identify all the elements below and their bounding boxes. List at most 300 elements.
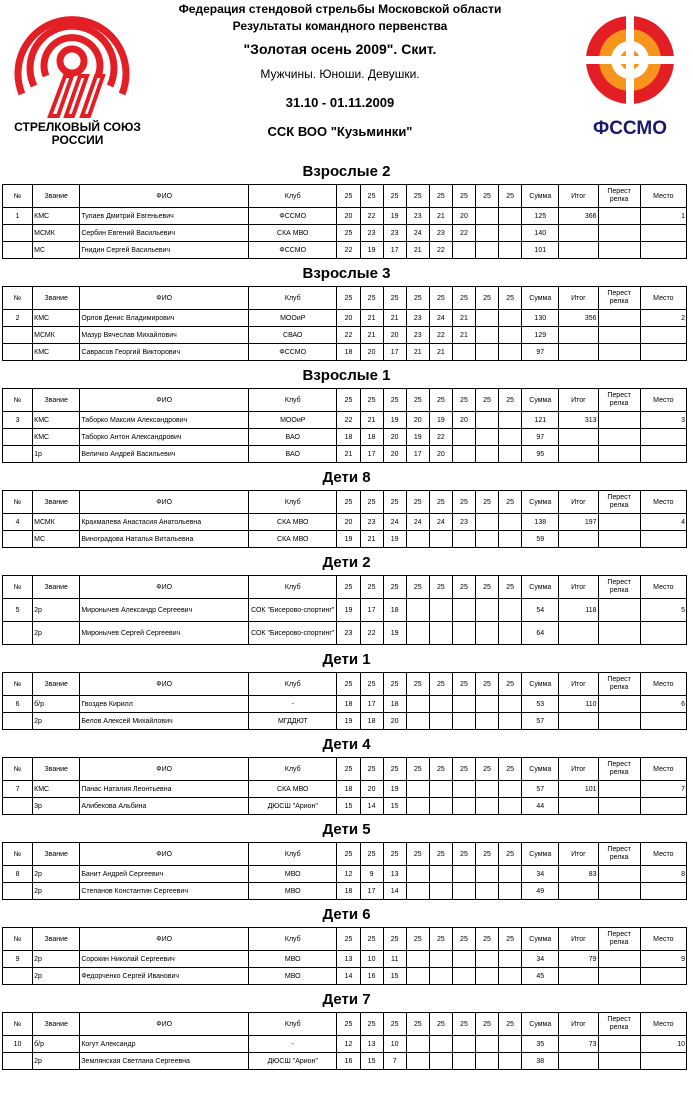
name-cell: Таборко Антон Александрович: [80, 429, 249, 446]
name-cell: Мазур Вячеслав Михайлович: [80, 327, 249, 344]
name-cell: Степанов Константин Сергеевич: [80, 883, 249, 900]
series-score-cell: 22: [429, 242, 452, 259]
sum-cell: 64: [522, 622, 559, 645]
logo-right-caption: ФССМО: [592, 118, 667, 139]
header-sum: Сумма: [522, 673, 559, 696]
table-row: [3, 344, 687, 361]
results-table: [2, 286, 687, 361]
header-series: 25: [476, 576, 499, 599]
club-cell: МВО: [249, 968, 337, 985]
series-score-cell: 23: [337, 622, 360, 645]
series-score-cell: 20: [337, 208, 360, 225]
header-place: Место: [640, 843, 686, 866]
header-series: 25: [337, 758, 360, 781]
header-series: 25: [360, 673, 383, 696]
results-sections: [0, 160, 693, 1073]
series-score-cell: [499, 968, 522, 985]
shootoff-cell: [598, 866, 640, 883]
series-score-cell: [499, 866, 522, 883]
series-score-cell: [406, 622, 429, 645]
rank-cell: 3р: [33, 798, 80, 815]
team-place-cell: 6: [640, 696, 686, 713]
series-score-cell: [429, 883, 452, 900]
series-score-cell: 24: [383, 514, 406, 531]
header-num: №: [3, 491, 33, 514]
header-series: 25: [383, 758, 406, 781]
series-score-cell: [452, 968, 475, 985]
empty-cell: [3, 446, 33, 463]
header-num: №: [3, 928, 33, 951]
team-place-cell: 1: [640, 208, 686, 225]
team-total-cell: 313: [559, 412, 598, 429]
sum-cell: 35: [522, 1036, 559, 1053]
series-score-cell: 15: [337, 798, 360, 815]
empty-cell: [559, 1053, 598, 1070]
shootoff-cell: [598, 225, 640, 242]
results-table: [2, 575, 687, 645]
series-score-cell: 24: [429, 514, 452, 531]
empty-cell: [640, 622, 686, 645]
series-score-cell: 22: [429, 429, 452, 446]
header-series: 25: [476, 287, 499, 310]
section-title: Дети 2: [322, 554, 371, 571]
header-series: 25: [429, 673, 452, 696]
series-score-cell: [476, 951, 499, 968]
series-score-cell: [476, 429, 499, 446]
empty-cell: [559, 446, 598, 463]
section-title: Дети 8: [322, 469, 371, 486]
header-name: ФИО: [80, 287, 249, 310]
series-score-cell: 25: [337, 225, 360, 242]
series-score-cell: 19: [360, 242, 383, 259]
table-header-row: [3, 389, 687, 412]
team-number: 3: [3, 412, 33, 429]
series-score-cell: 19: [383, 208, 406, 225]
empty-cell: [640, 883, 686, 900]
section-title: Взрослые 1: [302, 367, 391, 384]
series-score-cell: [476, 599, 499, 622]
team-total-cell: 101: [559, 781, 598, 798]
header-series: 25: [476, 185, 499, 208]
empty-cell: [559, 798, 598, 815]
sum-cell: 125: [522, 208, 559, 225]
sum-cell: 95: [522, 446, 559, 463]
header-total: Итог: [559, 389, 598, 412]
series-score-cell: [452, 446, 475, 463]
header-total: Итог: [559, 185, 598, 208]
header-series: 25: [452, 287, 475, 310]
team-place-cell: 7: [640, 781, 686, 798]
club-cell: -: [249, 1036, 337, 1053]
shootoff-cell: [598, 713, 640, 730]
series-score-cell: [452, 531, 475, 548]
series-score-cell: [429, 622, 452, 645]
series-score-cell: 21: [429, 344, 452, 361]
shootoff-cell: [598, 798, 640, 815]
results-table: [2, 672, 687, 730]
sum-cell: 130: [522, 310, 559, 327]
shootoff-cell: [598, 514, 640, 531]
header-num: №: [3, 843, 33, 866]
series-score-cell: 17: [383, 344, 406, 361]
header-num: №: [3, 1013, 33, 1036]
shootoff-cell: [598, 968, 640, 985]
table-header-row: [3, 1013, 687, 1036]
series-score-cell: [429, 599, 452, 622]
series-score-cell: [476, 446, 499, 463]
series-score-cell: [406, 798, 429, 815]
header-series: 25: [360, 758, 383, 781]
rank-cell: 2р: [33, 883, 80, 900]
rank-cell: 1р: [33, 446, 80, 463]
name-cell: Сербин Евгений Васильевич: [80, 225, 249, 242]
header-shootoff: Перест релка: [598, 843, 640, 866]
table-header-row: [3, 287, 687, 310]
name-cell: Таборко Максим Александрович: [80, 412, 249, 429]
table-row: [3, 951, 687, 968]
header-name: ФИО: [80, 576, 249, 599]
series-score-cell: 23: [406, 327, 429, 344]
header-sum: Сумма: [522, 1013, 559, 1036]
team-place-cell: 8: [640, 866, 686, 883]
series-score-cell: [499, 713, 522, 730]
header-rank: Звание: [33, 389, 80, 412]
series-score-cell: [452, 344, 475, 361]
series-score-cell: [406, 968, 429, 985]
header-place: Место: [640, 928, 686, 951]
rank-cell: КМС: [33, 412, 80, 429]
header-series: 25: [360, 1013, 383, 1036]
series-score-cell: 19: [406, 429, 429, 446]
empty-cell: [640, 344, 686, 361]
empty-cell: [3, 883, 33, 900]
header-name: ФИО: [80, 185, 249, 208]
header-series: 25: [452, 843, 475, 866]
name-cell: Гвоздев Кирилл: [80, 696, 249, 713]
name-cell: Алибекова Альбина: [80, 798, 249, 815]
sum-cell: 138: [522, 514, 559, 531]
header-series: 25: [429, 389, 452, 412]
empty-cell: [640, 1053, 686, 1070]
series-score-cell: 22: [429, 327, 452, 344]
shootoff-cell: [598, 429, 640, 446]
header-sum: Сумма: [522, 928, 559, 951]
rank-cell: МСМК: [33, 327, 80, 344]
series-score-cell: 20: [452, 412, 475, 429]
team-place-cell: 4: [640, 514, 686, 531]
series-score-cell: [476, 781, 499, 798]
header-series: 25: [337, 843, 360, 866]
name-cell: Тулаев Дмитрий Евгеньевич: [80, 208, 249, 225]
series-score-cell: 16: [360, 968, 383, 985]
team-number: 6: [3, 696, 33, 713]
series-score-cell: [476, 514, 499, 531]
series-score-cell: [499, 446, 522, 463]
rank-cell: 2р: [33, 599, 80, 622]
series-score-cell: 21: [337, 446, 360, 463]
results-table: [2, 184, 687, 259]
header-series: 25: [383, 491, 406, 514]
header-series: 25: [452, 673, 475, 696]
header-shootoff: Перест релка: [598, 928, 640, 951]
table-row: [3, 696, 687, 713]
series-score-cell: [499, 208, 522, 225]
header-sum: Сумма: [522, 287, 559, 310]
sum-cell: 57: [522, 781, 559, 798]
team-total-cell: 83: [559, 866, 598, 883]
event-venue: ССК ВОО "Кузьминки": [267, 124, 413, 139]
team-total-cell: 197: [559, 514, 598, 531]
team-total-cell: 118: [559, 599, 598, 622]
series-score-cell: 15: [360, 1053, 383, 1070]
team-number: 5: [3, 599, 33, 622]
series-score-cell: [499, 696, 522, 713]
series-score-cell: 14: [383, 883, 406, 900]
sum-cell: 101: [522, 242, 559, 259]
series-score-cell: 20: [406, 412, 429, 429]
header-series: 25: [406, 389, 429, 412]
results-title: Результаты командного первенства: [232, 19, 448, 33]
header-num: №: [3, 185, 33, 208]
table-row: [3, 446, 687, 463]
federation-title: Федерация стендовой стрельбы Московской области: [178, 2, 502, 16]
header-total: Итог: [559, 843, 598, 866]
header-club: Клуб: [249, 576, 337, 599]
logo-left-caption: СТРЕЛКОВЫЙ СОЮЗ РОССИИ: [14, 120, 141, 147]
series-score-cell: 19: [383, 412, 406, 429]
series-score-cell: 18: [360, 713, 383, 730]
rank-cell: 2р: [33, 968, 80, 985]
empty-cell: [3, 242, 33, 259]
table-row: [3, 599, 687, 622]
name-cell: Сорокин Николай Сергеевич: [80, 951, 249, 968]
team-total-cell: 73: [559, 1036, 598, 1053]
header-sum: Сумма: [522, 491, 559, 514]
rank-cell: 2р: [33, 866, 80, 883]
series-score-cell: [499, 883, 522, 900]
series-score-cell: 23: [452, 514, 475, 531]
header-series: 25: [429, 1013, 452, 1036]
team-number: 8: [3, 866, 33, 883]
header-series: 25: [429, 758, 452, 781]
section-title: Дети 1: [322, 651, 371, 668]
shootoff-cell: [598, 599, 640, 622]
header-club: Клуб: [249, 491, 337, 514]
header-place: Место: [640, 491, 686, 514]
sum-cell: 121: [522, 412, 559, 429]
series-score-cell: 22: [360, 208, 383, 225]
series-score-cell: [476, 968, 499, 985]
header-series: 25: [499, 843, 522, 866]
series-score-cell: 18: [337, 883, 360, 900]
header-rank: Звание: [33, 287, 80, 310]
series-score-cell: 17: [360, 446, 383, 463]
shootoff-cell: [598, 446, 640, 463]
empty-cell: [559, 242, 598, 259]
series-score-cell: 17: [360, 696, 383, 713]
header-total: Итог: [559, 1013, 598, 1036]
empty-cell: [559, 622, 598, 645]
series-score-cell: 20: [360, 344, 383, 361]
table-header-row: [3, 673, 687, 696]
series-score-cell: 22: [337, 412, 360, 429]
sum-cell: 54: [522, 599, 559, 622]
sum-cell: 45: [522, 968, 559, 985]
event-dates: 31.10 - 01.11.2009: [285, 95, 395, 110]
header-shootoff: Перест релка: [598, 389, 640, 412]
series-score-cell: 23: [383, 225, 406, 242]
team-number: 10: [3, 1036, 33, 1053]
header-series: 25: [383, 287, 406, 310]
empty-cell: [559, 429, 598, 446]
series-score-cell: [476, 412, 499, 429]
name-cell: Когут Александр: [80, 1036, 249, 1053]
series-score-cell: 24: [406, 225, 429, 242]
header-series: 25: [406, 843, 429, 866]
header-series: 25: [499, 758, 522, 781]
series-score-cell: [476, 696, 499, 713]
team-number: 2: [3, 310, 33, 327]
section-title: Взрослые 2: [302, 163, 391, 180]
series-score-cell: 16: [337, 1053, 360, 1070]
table-row: [3, 1036, 687, 1053]
table-header-row: [3, 491, 687, 514]
header-club: Клуб: [249, 185, 337, 208]
header-series: 25: [406, 673, 429, 696]
series-score-cell: [499, 781, 522, 798]
header-rank: Звание: [33, 185, 80, 208]
header-series: 25: [337, 287, 360, 310]
series-score-cell: [406, 713, 429, 730]
rank-cell: КМС: [33, 429, 80, 446]
name-cell: Крахмалева Анастасия Анатольевна: [80, 514, 249, 531]
series-score-cell: 20: [383, 713, 406, 730]
sum-cell: 140: [522, 225, 559, 242]
header-series: 25: [452, 1013, 475, 1036]
series-score-cell: [499, 1036, 522, 1053]
empty-cell: [3, 344, 33, 361]
table-header-row: [3, 928, 687, 951]
header-series: 25: [406, 758, 429, 781]
table-row: [3, 412, 687, 429]
header-series: 25: [360, 576, 383, 599]
header-series: 25: [429, 287, 452, 310]
header-name: ФИО: [80, 673, 249, 696]
header-num: №: [3, 673, 33, 696]
header-series: 25: [383, 389, 406, 412]
club-cell: ФССМО: [249, 208, 337, 225]
name-cell: Гнидин Сергей Васильевич: [80, 242, 249, 259]
series-score-cell: [499, 1053, 522, 1070]
series-score-cell: [499, 429, 522, 446]
header-series: 25: [476, 928, 499, 951]
fssmo-logo: [575, 8, 685, 153]
empty-cell: [640, 798, 686, 815]
series-score-cell: 17: [360, 883, 383, 900]
series-score-cell: [499, 951, 522, 968]
header-shootoff: Перест релка: [598, 491, 640, 514]
results-table: [2, 842, 687, 900]
header-rank: Звание: [33, 1013, 80, 1036]
header-rank: Звание: [33, 576, 80, 599]
club-cell: МООиР: [249, 310, 337, 327]
empty-cell: [640, 225, 686, 242]
name-cell: Миронычев Александр Сергеевич: [80, 599, 249, 622]
header-series: 25: [452, 389, 475, 412]
series-score-cell: [476, 622, 499, 645]
series-score-cell: 19: [337, 531, 360, 548]
header-series: 25: [429, 576, 452, 599]
shootoff-cell: [598, 242, 640, 259]
empty-cell: [640, 968, 686, 985]
header-rank: Звание: [33, 843, 80, 866]
event-title: "Золотая осень 2009". Скит.: [243, 41, 437, 57]
empty-cell: [559, 968, 598, 985]
team-total-cell: 366: [559, 208, 598, 225]
series-score-cell: 12: [337, 866, 360, 883]
series-score-cell: [476, 531, 499, 548]
name-cell: Банит Андрей Сергеевич: [80, 866, 249, 883]
series-score-cell: 23: [360, 225, 383, 242]
header-series: 25: [337, 389, 360, 412]
series-score-cell: [406, 781, 429, 798]
header-series: 25: [383, 576, 406, 599]
series-score-cell: 10: [383, 1036, 406, 1053]
series-score-cell: 21: [452, 327, 475, 344]
header-shootoff: Перест релка: [598, 576, 640, 599]
header-series: 25: [337, 576, 360, 599]
team-number: 7: [3, 781, 33, 798]
series-score-cell: [429, 531, 452, 548]
series-score-cell: [499, 514, 522, 531]
series-score-cell: [452, 242, 475, 259]
empty-cell: [559, 327, 598, 344]
series-score-cell: [429, 1036, 452, 1053]
header-club: Клуб: [249, 758, 337, 781]
header-sum: Сумма: [522, 843, 559, 866]
empty-cell: [640, 446, 686, 463]
series-score-cell: [429, 968, 452, 985]
header-shootoff: Перест релка: [598, 1013, 640, 1036]
header-place: Место: [640, 576, 686, 599]
series-score-cell: [476, 1053, 499, 1070]
table-row: [3, 883, 687, 900]
header-club: Клуб: [249, 673, 337, 696]
series-score-cell: 22: [452, 225, 475, 242]
series-score-cell: 20: [452, 208, 475, 225]
sum-cell: 53: [522, 696, 559, 713]
header-series: 25: [337, 673, 360, 696]
name-cell: Виноградова Наталья Витальевна: [80, 531, 249, 548]
header-shootoff: Перест релка: [598, 185, 640, 208]
club-cell: ВАО: [249, 429, 337, 446]
header-name: ФИО: [80, 758, 249, 781]
series-score-cell: [452, 781, 475, 798]
header-series: 25: [406, 1013, 429, 1036]
series-score-cell: 18: [337, 781, 360, 798]
series-score-cell: [476, 798, 499, 815]
table-header-row: [3, 576, 687, 599]
header-series: 25: [360, 843, 383, 866]
header-series: 25: [360, 185, 383, 208]
shootoff-cell: [598, 696, 640, 713]
header-series: 25: [452, 491, 475, 514]
header-name: ФИО: [80, 843, 249, 866]
team-number: 1: [3, 208, 33, 225]
series-score-cell: 14: [360, 798, 383, 815]
empty-cell: [3, 622, 33, 645]
table-row: [3, 327, 687, 344]
